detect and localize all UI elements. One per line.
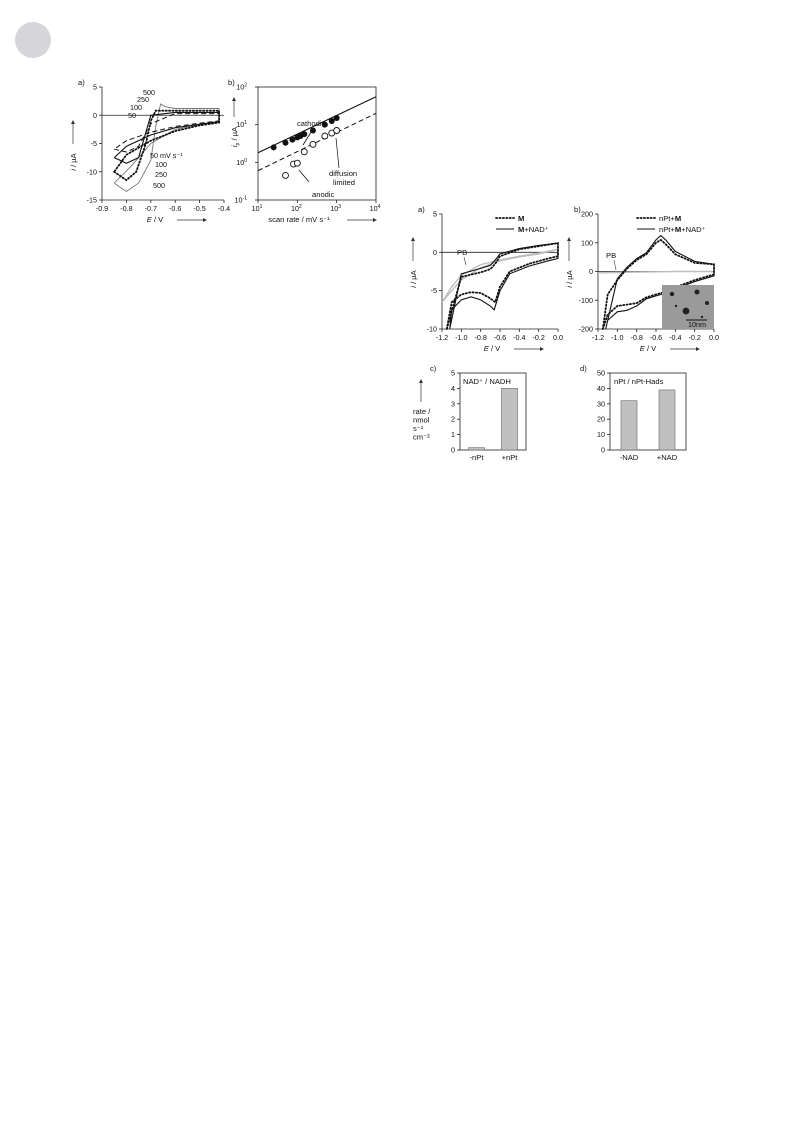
- cathodic-point: [301, 131, 307, 137]
- legend-label-rest: +NAD⁺: [524, 225, 549, 234]
- x-tick-label: -0.8: [630, 333, 643, 342]
- chart-title: nPt / nPt-Hads: [614, 377, 664, 386]
- anodic-point: [301, 149, 307, 155]
- annotation-anodic: anodic: [312, 190, 335, 199]
- nanoparticle: [701, 316, 703, 318]
- legend-label-bold: M: [674, 225, 682, 234]
- y-tick-label: $10^0$: [236, 157, 247, 167]
- y-arrow-head: [567, 237, 571, 241]
- bar: [469, 448, 485, 450]
- curve-label: 100: [130, 103, 142, 112]
- y-axis-title: [565, 269, 574, 287]
- y-axis-title: [409, 269, 418, 287]
- y-tick-exponent: 1: [244, 120, 247, 127]
- y-tick-label: 100: [581, 238, 593, 248]
- annotation-arrow: [299, 170, 309, 182]
- panel-label: b): [574, 205, 581, 214]
- x-arrow-head: [373, 218, 377, 222]
- legend-label-rest: +NAD⁺: [681, 225, 706, 234]
- x-tick-exponent: 2: [298, 204, 302, 210]
- y-tick-label: -100: [578, 295, 593, 305]
- panel-label: d): [580, 364, 587, 373]
- x-arrow-head: [540, 347, 544, 351]
- curve-label: 500: [143, 88, 155, 97]
- x-tick-label: -0.6: [649, 333, 663, 342]
- x-tick-exponent: 4: [377, 204, 381, 210]
- chart-bottom-b: [565, 205, 719, 353]
- x-tick-label: -0.6: [169, 204, 182, 213]
- y-tick-label: 5: [93, 82, 97, 92]
- plot-frame: [258, 87, 376, 200]
- y-axis-title-symbol: i: [565, 286, 574, 288]
- y-arrow-head: [232, 97, 236, 101]
- anodic-point: [294, 160, 300, 166]
- x-axis-title: scan rate / mV s⁻¹: [268, 215, 330, 224]
- y-tick-exponent: 0: [244, 157, 247, 164]
- y-axis-title-unit: / µA: [69, 153, 78, 170]
- y-arrow-head: [71, 120, 75, 124]
- cathodic-point: [271, 144, 277, 150]
- y-tick-label: 5: [433, 209, 437, 219]
- curve-label: 250: [137, 95, 149, 104]
- chart-top-b: [228, 78, 381, 224]
- nanoparticle: [675, 305, 677, 307]
- x-tick-label: -1.0: [455, 333, 468, 342]
- x-tick-label: -0.4: [669, 333, 682, 342]
- x-tick-exponent: 1: [259, 204, 263, 210]
- panel-label: a): [418, 205, 425, 214]
- nanoparticle: [705, 301, 709, 305]
- y-tick-label: -10: [426, 324, 437, 334]
- y-tick-label: 0: [601, 445, 605, 455]
- cathodic-point: [282, 140, 288, 146]
- y-tick-label: -200: [578, 324, 593, 334]
- curve-label: 500: [153, 181, 165, 190]
- y-axis-title-line: s⁻¹: [413, 424, 424, 433]
- x-tick-label: +NAD: [656, 453, 678, 462]
- chart-bottom-d: [580, 364, 686, 462]
- x-tick-label: -nPt: [469, 453, 484, 462]
- y-axis-title-symbol: i: [69, 169, 78, 171]
- chart-top-a: [69, 78, 230, 224]
- y-tick-label: 50: [597, 368, 605, 378]
- x-tick-label: -1.2: [435, 333, 449, 342]
- bar: [659, 390, 675, 450]
- y-tick-label: 1: [451, 430, 455, 440]
- x-tick-label: -0.6: [493, 333, 507, 342]
- x-tick-label: $10^4$: [369, 204, 381, 213]
- y-tick-label: 0: [433, 247, 437, 257]
- x-tick-label: -0.2: [688, 333, 701, 342]
- legend-label: M: [518, 214, 525, 223]
- y-tick-label: $10^2$: [236, 82, 247, 92]
- x-tick-label: 0.0: [709, 333, 719, 342]
- x-tick-label: -0.8: [120, 204, 133, 213]
- y-axis-title-line: rate /: [413, 407, 431, 416]
- y-tick-label: -5: [90, 139, 97, 148]
- x-tick-label: $10^2$: [290, 204, 302, 213]
- bar: [621, 401, 637, 450]
- x-tick-label: -0.5: [193, 204, 206, 213]
- y-tick-label: 20: [597, 414, 605, 424]
- y-axis-title: [69, 152, 78, 170]
- legend-label: [518, 225, 549, 234]
- y-arrow-head: [411, 237, 415, 241]
- nanoparticle: [695, 290, 700, 295]
- cathodic-point: [334, 115, 340, 121]
- bar: [502, 388, 518, 450]
- chart-bottom-c: [413, 364, 526, 462]
- legend-label-prefix: nPt+: [659, 225, 675, 234]
- x-axis-title-symbol: E: [639, 344, 645, 353]
- curve-label: 50 mV s⁻¹: [150, 151, 183, 160]
- anodic-point: [282, 172, 288, 178]
- anodic-point: [334, 128, 340, 134]
- legend-label: [659, 214, 681, 223]
- y-axis-title-unit: / µA: [230, 126, 239, 143]
- x-tick-label: $10^1$: [251, 204, 263, 213]
- legend-label-bold: M: [674, 214, 682, 223]
- y-tick-label: 3: [451, 399, 455, 409]
- y-tick-label: 0: [93, 110, 97, 120]
- x-tick-label: +nPt: [501, 453, 518, 462]
- legend-label: [659, 225, 706, 234]
- x-tick-label: -1.0: [611, 333, 624, 342]
- annotation-diffusion: diffusion: [329, 169, 358, 178]
- x-axis-title: [147, 215, 164, 224]
- y-axis-title-unit: / µA: [565, 270, 574, 287]
- y-tick-label: 4: [451, 383, 455, 393]
- x-tick-label: -0.4: [217, 204, 231, 213]
- x-tick-exponent: 3: [338, 204, 342, 210]
- y-axis-title-symbol: i: [230, 145, 239, 148]
- y-tick-label: 5: [451, 368, 455, 378]
- y-axis-title-line: nmol: [413, 415, 430, 425]
- panel-label: c): [430, 364, 437, 373]
- y-tick-label: 2: [451, 414, 455, 424]
- x-arrow-head: [203, 218, 207, 222]
- y-tick-exponent: -1: [242, 195, 247, 202]
- scale-bar-label: 10nm: [688, 320, 706, 329]
- x-axis-title: [640, 344, 657, 353]
- x-axis-title: [484, 344, 501, 353]
- curve-label: 100: [155, 160, 167, 169]
- annotation-leader: [614, 260, 616, 270]
- annotation-leader: [464, 257, 466, 265]
- x-tick-label: 0.0: [553, 333, 563, 342]
- y-axis-title-subscript: p: [235, 142, 241, 146]
- x-axis-title-unit: / V: [151, 215, 164, 224]
- x-tick-label: $10^3$: [330, 204, 342, 213]
- x-tick-label: -0.8: [474, 333, 487, 342]
- curve-label: 250: [155, 170, 167, 179]
- y-tick-label: -15: [86, 195, 97, 205]
- y-tick-label: 0: [451, 445, 455, 455]
- x-axis-title-symbol: E: [483, 344, 489, 353]
- x-tick-label: -0.7: [144, 204, 157, 213]
- panel-label: a): [78, 78, 85, 87]
- y-tick-exponent: 2: [244, 82, 247, 89]
- x-axis-title-unit: / V: [488, 344, 501, 353]
- y-tick-label: -10: [86, 167, 97, 177]
- tem-inset-image: [662, 285, 714, 329]
- y-tick-label: $10^1$: [236, 120, 247, 130]
- x-tick-label: -1.2: [591, 333, 605, 342]
- nanoparticle: [670, 292, 674, 296]
- y-tick-label: 40: [597, 383, 605, 393]
- x-tick-label: -0.4: [513, 333, 526, 342]
- annotation-limited: limited: [333, 178, 355, 187]
- annotation-cathodic: cathodic: [297, 119, 326, 128]
- anodic-point: [310, 141, 316, 147]
- x-tick-label: -0.9: [95, 204, 109, 213]
- y-axis-title-symbol: i: [409, 286, 418, 288]
- y-tick-label: 10: [597, 430, 605, 440]
- y-tick-label: 30: [597, 399, 605, 409]
- y-axis-title-line: cm⁻²: [413, 432, 430, 442]
- annotation-pb: PB: [606, 251, 617, 260]
- y-tick-label: -5: [430, 286, 437, 296]
- y-tick-label: $10^{-1}$: [234, 195, 247, 205]
- chart-bottom-a: [409, 205, 563, 353]
- legend-label-bold: M: [518, 225, 525, 234]
- curve-label: 50: [128, 111, 136, 120]
- x-axis-title-unit: / V: [644, 344, 657, 353]
- annotation-leader: [336, 138, 339, 168]
- anodic-point: [322, 133, 328, 139]
- chart-title: NAD⁺ / NADH: [463, 377, 511, 386]
- y-axis-title-unit: / µA: [409, 270, 418, 287]
- x-axis-title-symbol: E: [146, 215, 152, 224]
- legend-label-prefix: nPt+: [659, 214, 675, 223]
- x-tick-label: -NAD: [619, 453, 639, 462]
- x-tick-label: -0.2: [532, 333, 545, 342]
- x-arrow-head: [696, 347, 700, 351]
- nanoparticle: [683, 308, 690, 315]
- panel-label: b): [228, 78, 235, 87]
- annotation-pb: PB: [457, 248, 468, 257]
- y-tick-label: 0: [589, 267, 593, 276]
- y-arrow-head: [419, 379, 423, 383]
- y-tick-label: 200: [581, 209, 593, 219]
